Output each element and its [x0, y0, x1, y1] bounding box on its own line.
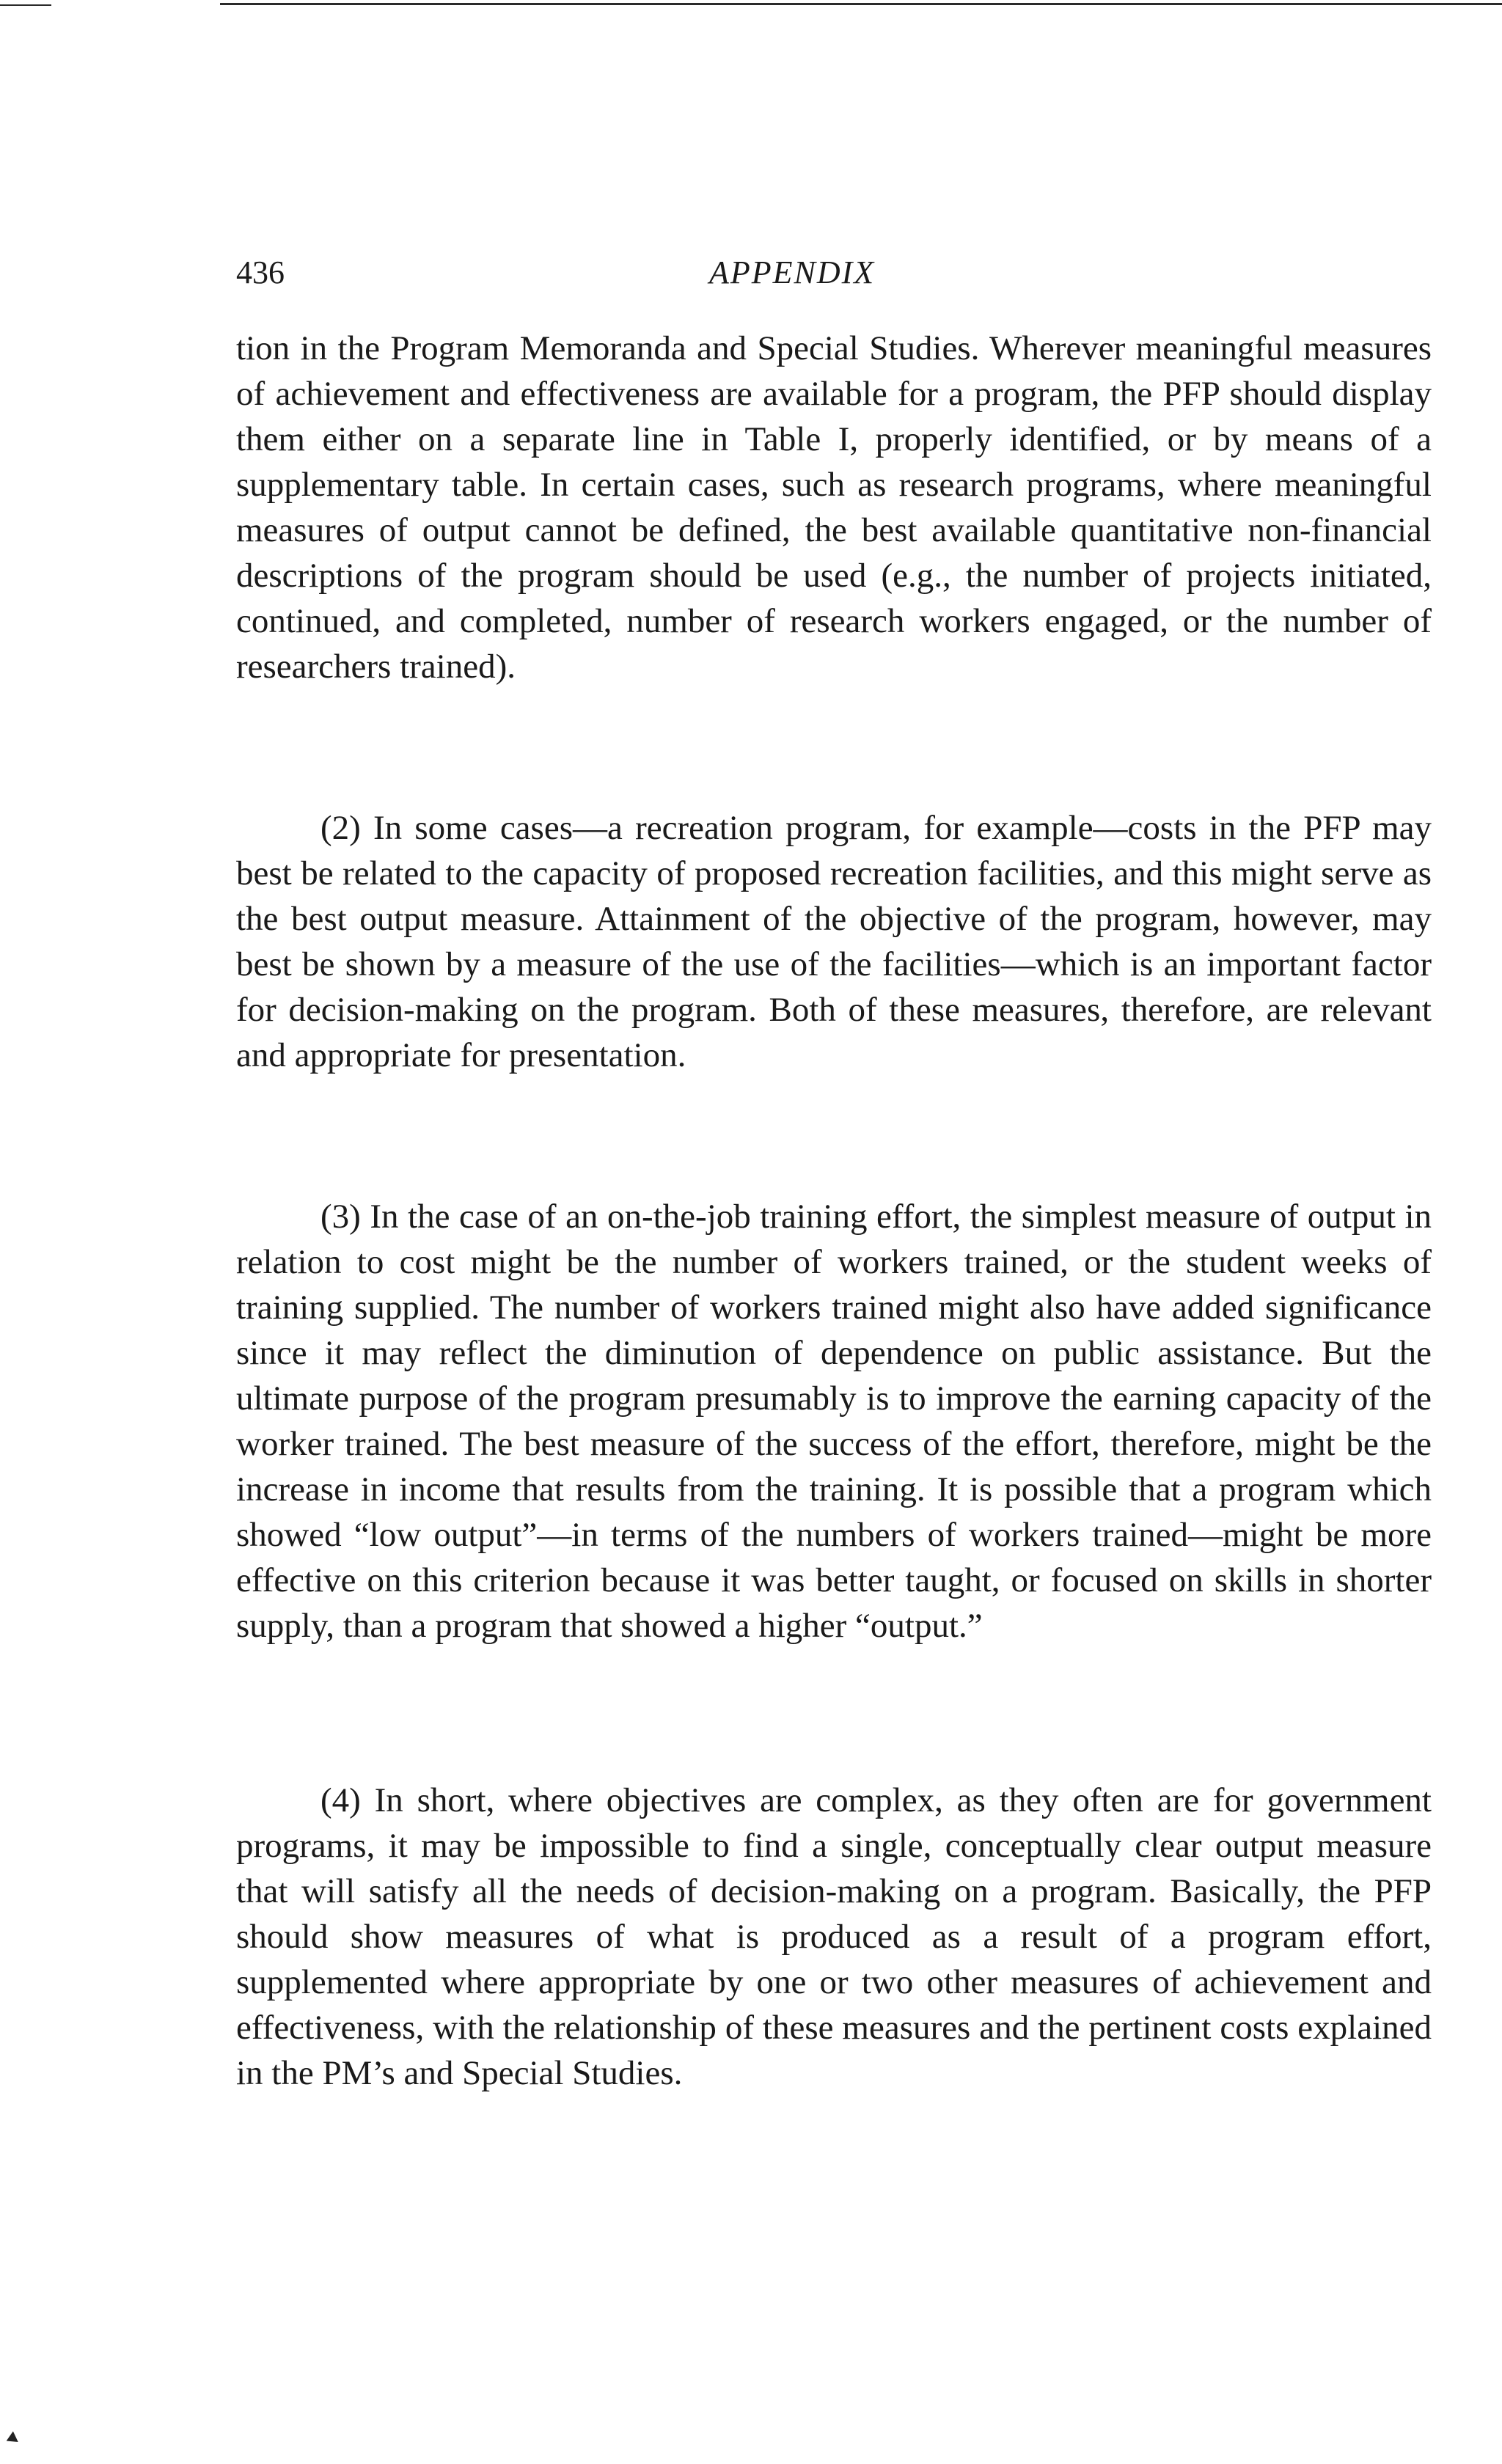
paragraph-2: (2) In some cases—a recreation program, for example—costs in the PFP may best be related to the capacity of proposed recreation facilities, and this might serve as the best output measure. Attainment of the objective of the program, however, may best be shown by a measure of the use of the facilities—which is an important factor for decision-making on the program. Both of these measures, therefore, are relevant and appropriate for presentation. [236, 809, 1432, 1074]
top-rule-left [0, 4, 51, 6]
page-header [236, 251, 1432, 295]
top-rule [220, 3, 1502, 5]
running-head: APPENDIX [709, 254, 876, 290]
corner-mark [7, 2431, 22, 2446]
paragraph-3: (3) In the case of an on-the-job training effort, the simplest measure of output in relation to cost might be the number of workers trained, or the student weeks of training supplied. The number of workers trained might also have added significance since it may reflect the diminution of dependence on public assistance. But the ultimate purpose of the program presumably is to improve the earning capacity of the worker trained. The best measure of the success of the effort, therefore, might be the increase in income that results from the training. It is possible that a program which showed “low output”—in terms of the numbers of workers trained—might be more effective on this criterion because it was better taught, or focused on skills in shorter supply, than a program that showed a higher “output.” [236, 1198, 1432, 1645]
paragraph-4: (4) In short, where objectives are complex, as they often are for government programs, it may be impossible to find a single, conceptually clear output measure that will satisfy all the needs of decision-making on a program. Basically, the PFP should show measures of what is produced as a result of a program effort, supplemented where appropriate by one or two other measures of achievement and effectiveness, with the relationship of these measures and the pertinent costs explained in the PM’s and Special Studies. [236, 1781, 1432, 2092]
paragraph-1: tion in the Program Memoranda and Special Studies. Wherever meaningful measures of achievement and effectiveness are available for a program, the PFP should display them either on a separate line in Table I, properly identified, or by means of a supplementary table. In certain cases, such as research programs, where meaningful measures of output cannot be defined, the best available quantitative non-financial descriptions of the program should be used (e.g., the number of projects initiated, continued, and completed, number of research workers engaged, or the number of researchers trained). [236, 329, 1432, 686]
page-number: 436 [236, 254, 285, 290]
